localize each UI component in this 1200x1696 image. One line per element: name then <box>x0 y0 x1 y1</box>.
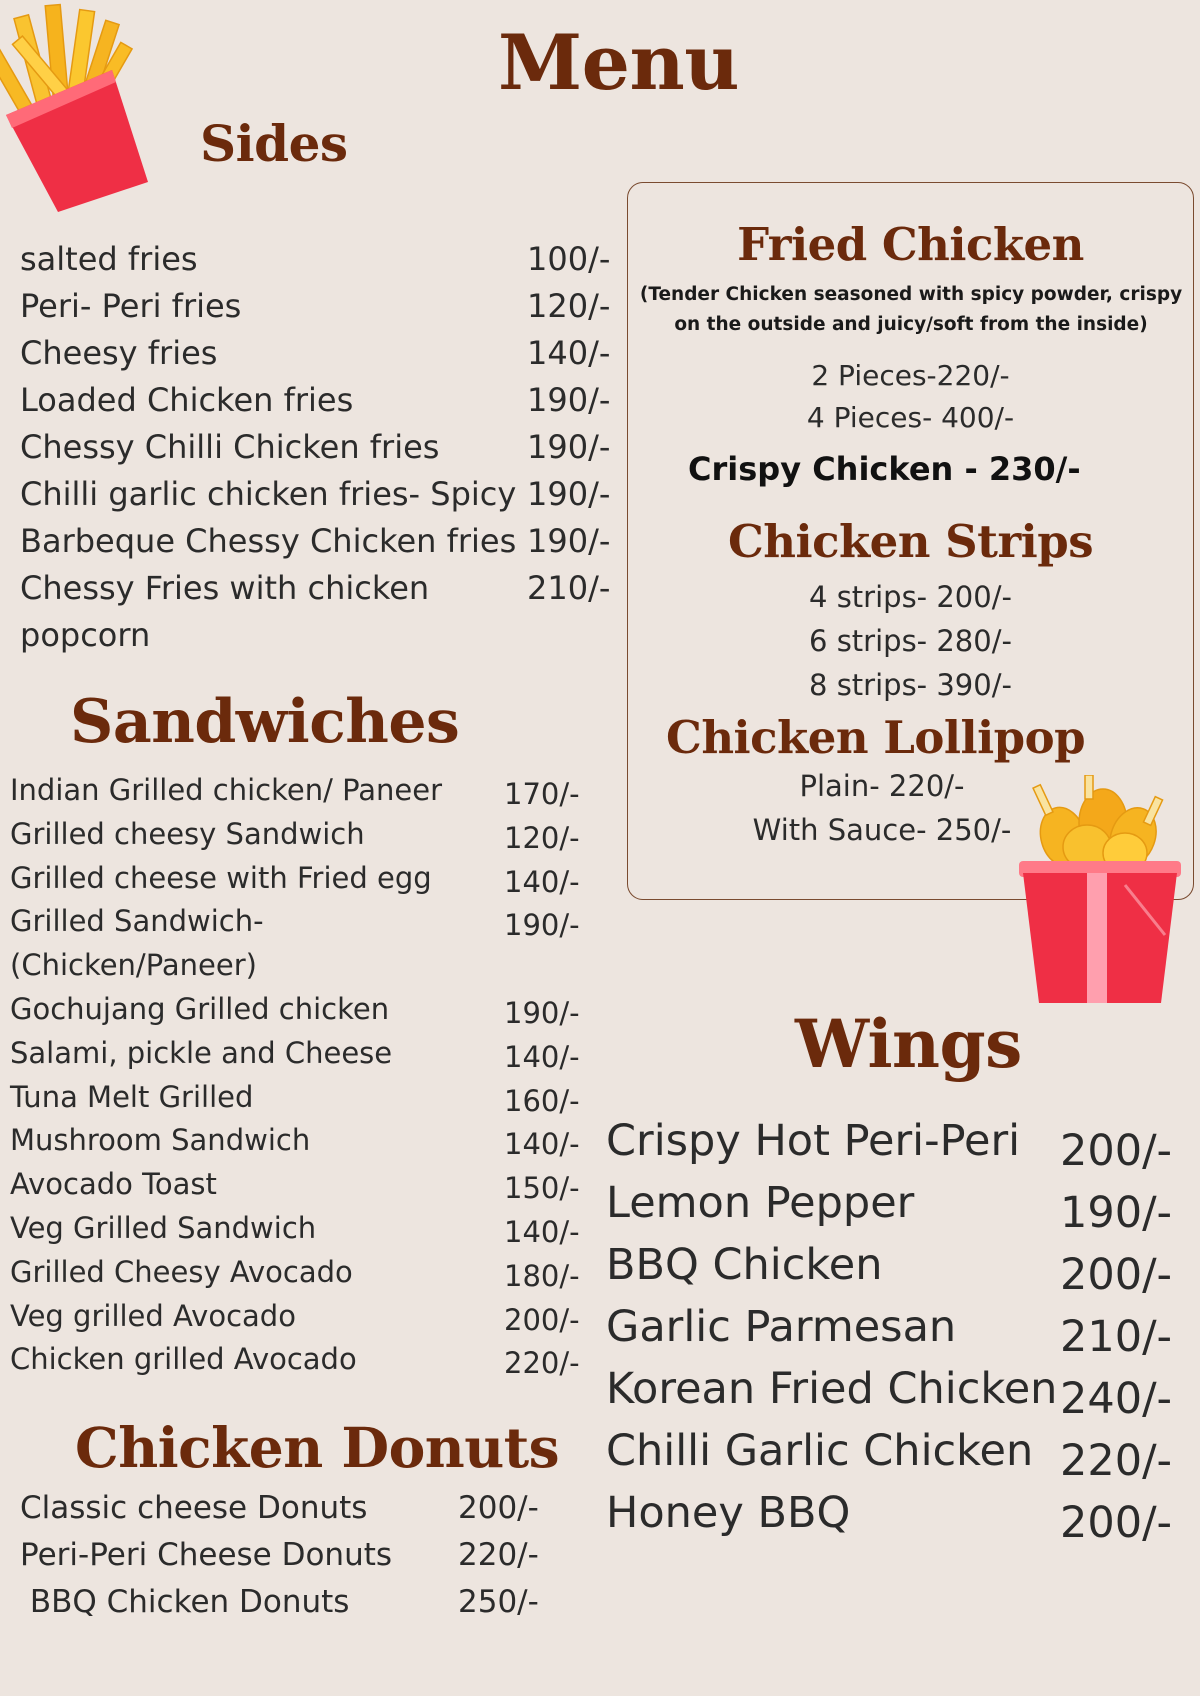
item-price: 220/- <box>458 1537 539 1573</box>
fried-chicken-heading: Fried Chicken <box>737 218 1084 271</box>
item-name: Classic cheese Donuts <box>20 1490 368 1526</box>
option-item: Plain- 220/- <box>799 769 965 803</box>
option-item: With Sauce- 250/- <box>752 813 1012 847</box>
item-name: Cheesy fries <box>20 334 218 372</box>
item-price: 190/- <box>527 475 611 513</box>
option-item: 8 strips- 390/- <box>809 668 1012 702</box>
item-price: 200/- <box>1060 1126 1173 1176</box>
item-name: Korean Fried Chicken <box>606 1364 1058 1414</box>
sides-list <box>20 236 620 656</box>
item-name: Indian Grilled chicken/ Paneer <box>10 773 443 807</box>
item-name: Peri-Peri Cheese Donuts <box>20 1537 393 1573</box>
item-price: 200/- <box>458 1490 539 1526</box>
description-line: on the outside and juicy/soft from the inside) <box>674 314 1148 335</box>
wings-list <box>606 1110 1196 1548</box>
sandwiches-heading: Sandwiches <box>70 687 460 757</box>
item-price: 190/- <box>527 381 611 419</box>
item-price: 190/- <box>504 996 580 1030</box>
item-name: Garlic Parmesan <box>606 1302 957 1352</box>
donuts-list <box>20 1485 580 1635</box>
item-name: Crispy Hot Peri-Peri <box>606 1116 1021 1166</box>
item-name: BBQ Chicken <box>606 1240 883 1290</box>
item-name: Peri- Peri fries <box>20 287 242 325</box>
option-item: 2 Pieces-220/- <box>811 359 1010 392</box>
item-name: Tuna Melt Grilled <box>10 1079 254 1114</box>
item-name: Gochujang Grilled chicken <box>10 992 390 1026</box>
item-price: 140/- <box>504 1039 580 1074</box>
crispy-chicken-item: Crispy Chicken - 230/- <box>688 450 1081 488</box>
description-line: (Tender Chicken seasoned with spicy powder, crispy <box>639 284 1183 305</box>
item-name: Chicken grilled Avocado <box>10 1342 357 1377</box>
item-name: Mushroom Sandwich <box>10 1123 311 1158</box>
item-price: 210/- <box>1060 1312 1173 1362</box>
item-name: BBQ Chicken Donuts <box>20 1584 350 1620</box>
item-price: 150/- <box>504 1171 580 1206</box>
item-price: 140/- <box>504 864 580 899</box>
item-name: Grilled cheesy Sandwich <box>10 816 365 851</box>
item-price: 100/- <box>527 240 611 278</box>
item-price: 120/- <box>504 820 580 855</box>
french-fries-icon <box>0 0 160 215</box>
item-name: Salami, pickle and Cheese <box>10 1035 393 1070</box>
item-price: 140/- <box>504 1127 580 1162</box>
option-item: 6 strips- 280/- <box>809 624 1012 658</box>
page-title: Menu <box>498 18 739 107</box>
donuts-heading: Chicken Donuts <box>75 1415 560 1480</box>
option-item: 4 strips- 200/- <box>809 580 1012 614</box>
item-name: Veg grilled Avocado <box>10 1298 296 1333</box>
item-name: Barbeque Chessy Chicken fries <box>20 522 517 560</box>
item-name: Lemon Pepper <box>606 1178 915 1228</box>
item-name: Grilled Cheesy Avocado <box>10 1254 353 1289</box>
item-price: 240/- <box>1060 1374 1173 1424</box>
sandwiches-list <box>10 769 600 1379</box>
item-price: 190/- <box>527 428 611 466</box>
item-price: 140/- <box>527 334 611 372</box>
sides-heading: Sides <box>200 114 348 173</box>
item-price: 250/- <box>458 1584 539 1620</box>
item-price: 220/- <box>504 1346 580 1381</box>
item-price: 180/- <box>504 1258 580 1293</box>
item-name: Loaded Chicken fries <box>20 381 354 419</box>
fried-chicken-bucket-icon <box>1015 775 1185 1010</box>
item-name: popcorn <box>20 616 151 654</box>
item-price: 190/- <box>1060 1188 1173 1238</box>
item-price: 200/- <box>504 1302 580 1337</box>
item-price: 190/- <box>527 522 611 560</box>
wings-heading: Wings <box>795 1005 1022 1083</box>
item-name: Chilli garlic chicken fries- Spicy <box>20 475 517 513</box>
item-price: 200/- <box>1060 1250 1173 1300</box>
option-item: 4 Pieces- 400/- <box>806 401 1015 434</box>
item-name: Chessy Chilli Chicken fries <box>20 428 440 466</box>
item-name: salted fries <box>20 240 198 278</box>
fried-chicken-description <box>622 280 1200 340</box>
item-name: Chessy Fries with chicken <box>20 569 430 607</box>
item-name: (Chicken/Paneer) <box>10 948 257 983</box>
item-price: 120/- <box>527 287 611 325</box>
chicken-lollipop-heading: Chicken Lollipop <box>666 711 1086 764</box>
chicken-strips-options <box>627 575 1194 707</box>
item-price: 220/- <box>1060 1436 1173 1486</box>
chicken-strips-heading: Chicken Strips <box>727 515 1094 568</box>
item-price: 170/- <box>504 777 580 811</box>
item-name: Chilli Garlic Chicken <box>606 1426 1034 1476</box>
item-price: 210/- <box>527 569 611 607</box>
item-name: Grilled cheese with Fried egg <box>10 860 432 895</box>
item-price: 160/- <box>504 1083 580 1118</box>
item-name: Avocado Toast <box>10 1167 217 1202</box>
item-name: Honey BBQ <box>606 1488 851 1538</box>
fried-chicken-options <box>627 355 1194 439</box>
item-price: 140/- <box>504 1215 580 1249</box>
item-price: 200/- <box>1060 1498 1173 1548</box>
item-name: Grilled Sandwich- <box>10 904 264 939</box>
item-name: Veg Grilled Sandwich <box>10 1211 317 1245</box>
item-price: 190/- <box>504 908 580 943</box>
